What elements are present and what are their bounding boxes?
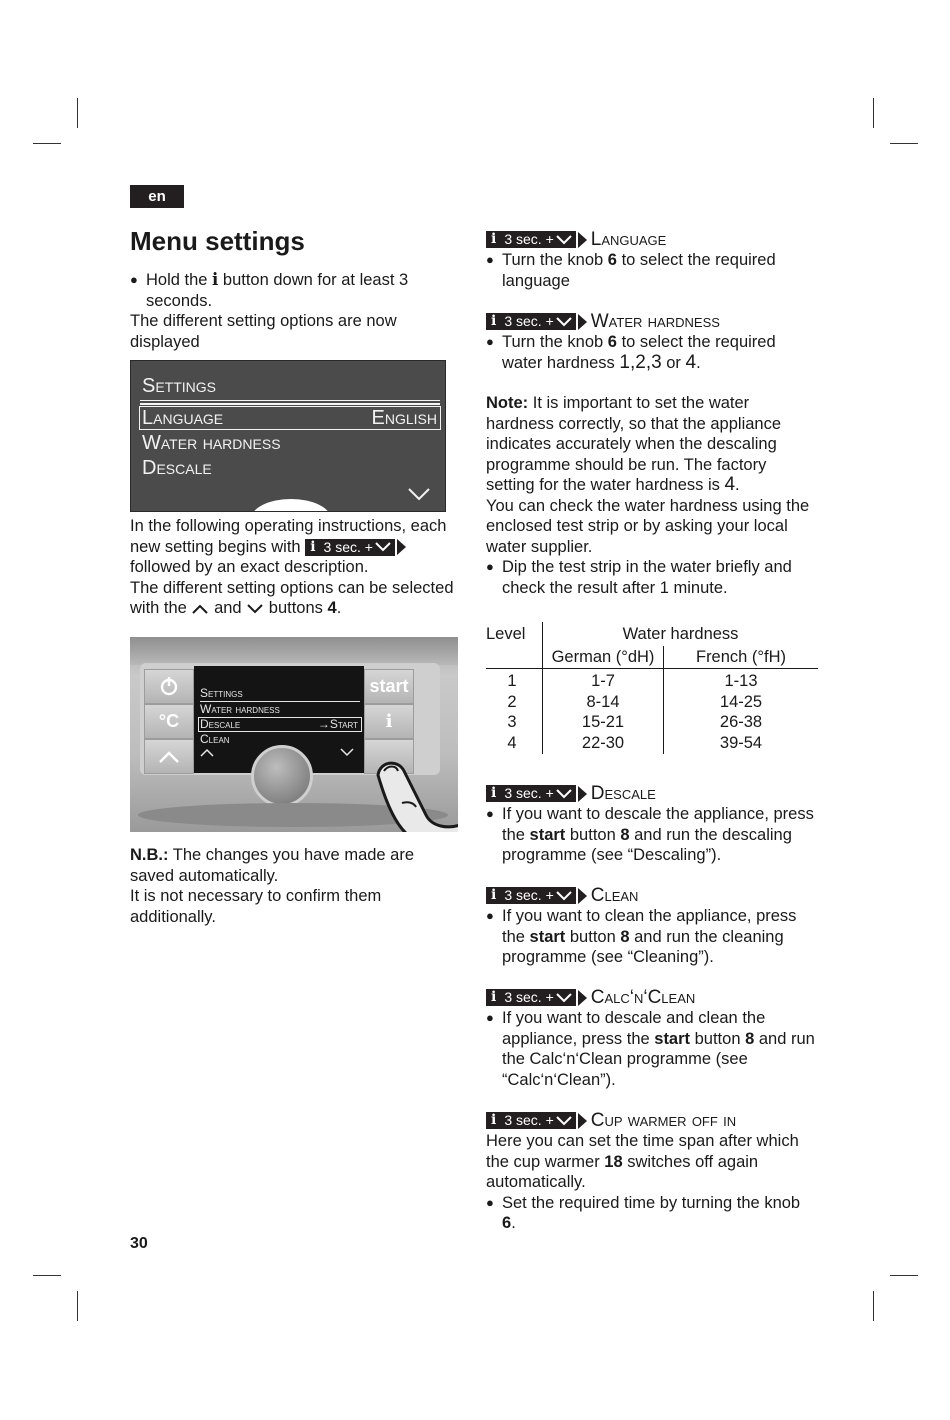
section-title: Cup warmer off in <box>590 1110 737 1132</box>
table-cell-german: 22-30 <box>581 733 625 752</box>
up-button <box>144 739 194 774</box>
section-cup-warmer: i 3 sec. + Cup warmer off in Here you can set the time span after which the cup warmer 18 switches off again automatically. ● Set the required time by turning the knob 6. <box>486 1110 818 1234</box>
display-header: Settings <box>142 375 217 397</box>
table-cell-level: 4 <box>507 733 517 752</box>
hold-i-bullet: ● Hold the i button down for at least 3 seconds. <box>130 270 460 311</box>
instructions-block: In the following operating instructions, each new setting begins with i 3 sec. + followed by an exact description. The different setting options can be selected with the and buttons 4. <box>130 517 454 617</box>
chevron-down-icon <box>375 542 391 552</box>
section-language: i 3 sec. + Language ● Turn the knob 6 to select the required language <box>486 229 818 291</box>
arrow-right-icon <box>397 539 406 555</box>
screen-row-descale-value: →Start <box>317 717 358 731</box>
table-cell-german: 15-21 <box>581 713 625 731</box>
arrow-right-icon <box>578 990 587 1006</box>
arrow-right-icon <box>578 232 587 248</box>
chevron-down-icon <box>246 603 264 615</box>
section-title: Descale <box>590 783 656 805</box>
chevron-down-icon <box>556 235 572 245</box>
chevron-down-icon <box>407 487 431 501</box>
screen-row-water-hardness: Water hardness <box>200 702 280 716</box>
table-cell-french: 1-13 <box>724 672 758 690</box>
table-cell-german: 1-7 <box>591 672 615 690</box>
table-row <box>486 692 818 713</box>
screen-header: Settings <box>200 686 243 700</box>
nb-block: N.B.: The changes you have made are saved automatically. It is not necessary to confirm them additionally. <box>130 846 415 926</box>
section-title: Water hardness <box>590 311 720 333</box>
table-row <box>486 671 818 692</box>
table-cell-german: 8-14 <box>586 692 620 711</box>
page-number: 30 <box>130 1235 148 1252</box>
col-german-header: German (°dH) <box>551 648 655 666</box>
screen-row-descale: Descale <box>200 717 241 731</box>
col-hardness-header: Water hardness <box>622 625 739 643</box>
crop-mark <box>890 1275 918 1276</box>
section-descale: i 3 sec. + Descale ● If you want to descale the appliance, press the start button 8 and run the descaling programme (see “Descaling”). <box>486 783 818 866</box>
table-cell-french: 14-25 <box>719 692 763 711</box>
chevron-up-icon <box>158 750 180 764</box>
display-row-water-hardness: Water hardness <box>142 432 281 454</box>
table-cell-french: 39-54 <box>719 733 763 752</box>
crop-mark <box>33 143 61 144</box>
intro-para: The different setting options are now displayed <box>130 312 397 351</box>
machine-photo <box>130 637 458 832</box>
i-3sec-badge: i 3 sec. + <box>486 231 576 248</box>
table-row <box>486 733 818 754</box>
crop-mark <box>890 143 918 144</box>
crop-mark <box>77 1291 78 1321</box>
section-title: Calc‘n‘Clean <box>590 987 696 1009</box>
chevron-down-icon <box>556 993 572 1003</box>
section-title: Clean <box>590 885 639 907</box>
hardness-table <box>486 622 818 754</box>
display-row-language: Language <box>142 407 224 429</box>
start-button: start <box>364 669 414 704</box>
col-level-header: Level <box>486 625 526 643</box>
chevron-down-icon <box>556 1116 572 1126</box>
table-row <box>486 712 818 733</box>
table-cell-level: 2 <box>507 692 517 711</box>
arrow-right-icon <box>578 314 587 330</box>
section-clean: i 3 sec. + Clean ● If you want to clean the appliance, press the start button 8 and run the cleaning programme (see “Cleaning”). <box>486 885 818 968</box>
knob-cutout <box>251 499 331 512</box>
page-title: Menu settings <box>130 226 305 256</box>
chevron-down-icon <box>340 748 354 757</box>
settings-display <box>130 360 446 512</box>
arrow-right-icon <box>578 786 587 802</box>
arrow-right-icon <box>578 1113 587 1129</box>
chevron-down-icon <box>556 317 572 327</box>
section-water-hardness: i 3 sec. + Water hardness ● Turn the knob 6 to select the required water hardness 1,2,3 or 4. <box>486 311 818 373</box>
note-block: Note: It is important to set the water hardness correctly, so that the appliance indicates accurately when the descaling programme should be run. The factory setting for the water hardness is 4. You can check the water hardness using the enclosed test strip or by asking your local water supplier. ● Dip the test strip in the water briefly and check the result after 1 minute. <box>486 393 818 598</box>
table-cell-level: 1 <box>507 672 517 690</box>
crop-mark <box>873 1291 874 1321</box>
power-icon <box>159 676 179 696</box>
info-button: i <box>364 704 414 739</box>
table-cell-level: 3 <box>507 713 517 731</box>
intro-block <box>130 270 460 352</box>
display-row-descale: Descale <box>142 457 212 479</box>
section-calcnclean: i 3 sec. + Calc‘n‘Clean ● If you want to descale and clean the appliance, press the start button 8 and run the Calc‘n‘Clean programme (see “Calc‘n‘Clean”). <box>486 987 818 1090</box>
power-button <box>144 669 194 704</box>
section-title: Language <box>590 229 667 251</box>
i-3sec-badge: i 3 sec. + <box>486 989 576 1006</box>
i-3sec-badge: i 3 sec. + <box>486 1112 576 1129</box>
language-badge: en <box>130 185 184 208</box>
temperature-button: °C <box>144 704 194 739</box>
crop-mark <box>77 98 78 128</box>
crop-mark <box>33 1275 61 1276</box>
i-3sec-badge: i 3 sec. + <box>305 539 395 556</box>
display-row-language-value: English <box>371 407 437 429</box>
i-button-glyph: i <box>212 270 219 289</box>
table-cell-french: 26-38 <box>719 713 763 731</box>
chevron-up-icon <box>191 603 209 615</box>
arrow-right-icon <box>578 888 587 904</box>
screen-row-clean: Clean <box>200 732 230 746</box>
chevron-down-icon <box>556 891 572 901</box>
chevron-down-icon <box>556 789 572 799</box>
finger-illustration <box>368 755 458 832</box>
i-3sec-badge: i 3 sec. + <box>486 785 576 802</box>
i-3sec-badge: i 3 sec. + <box>486 313 576 330</box>
crop-mark <box>873 98 874 128</box>
i-3sec-badge: i 3 sec. + <box>486 887 576 904</box>
col-french-header: French (°fH) <box>695 648 787 666</box>
control-knob <box>251 745 313 807</box>
chevron-up-icon <box>200 748 214 757</box>
